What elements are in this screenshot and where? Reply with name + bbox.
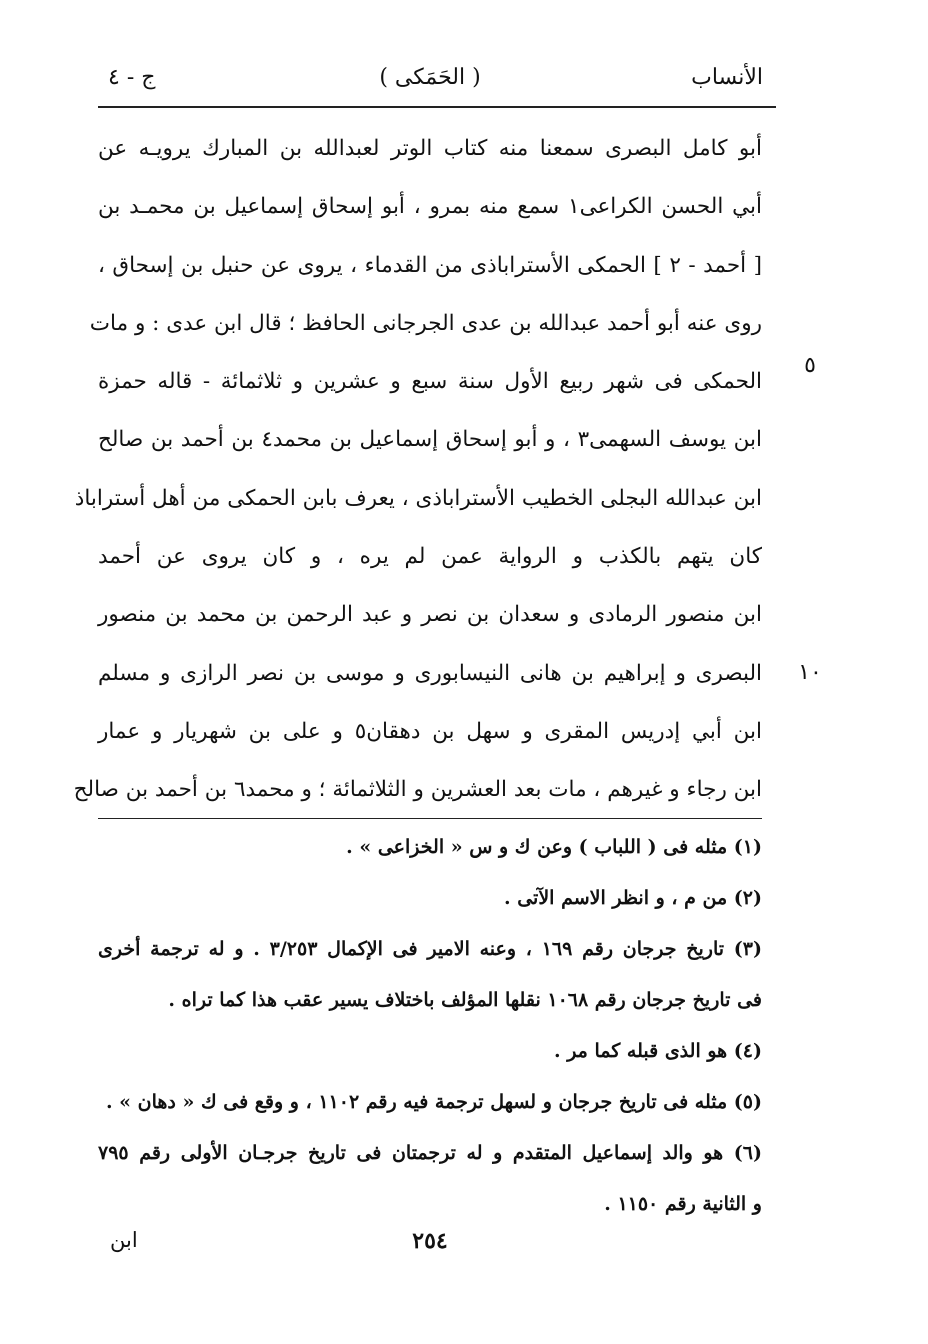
running-head-entry: ( الحَمَكى ) (379, 65, 481, 90)
text-line: أبي الحسن الكراعى١ سمع منه بمرو ، أبو إسحاق إسماعيل بن محمـد بن (98, 194, 762, 220)
text-line: البصرى و إبراهيم بن هانى النيسابورى و موسى بن نصر الرازى و مسلم (98, 660, 762, 686)
text-line: ابن أبي إدريس المقرى و سهل بن دهقان٥ و على بن شهريار و عمار (98, 718, 762, 744)
text-line: ابن عبدالله البجلى الخطيب الأستراباذى ، يعرف بابن الحمكى من أهل أستراباذ (74, 485, 762, 511)
text-line: [ أحمد - ٢ ] الحمكى الأستراباذى من القدماء ، يروى عن حنبل بن إسحاق ، (98, 252, 762, 278)
header-rule (98, 106, 776, 108)
footnotes (98, 822, 762, 1230)
footnote: (٦) هو والد إسماعيل المتقدم و له ترجمتان فى تاريخ جرجـان الأولى رقم ٧٩٥ (98, 1142, 762, 1164)
page-number: ٢٥٤ (412, 1228, 448, 1254)
footnote-rule (98, 818, 762, 819)
line-number-5: ٥ (804, 353, 816, 378)
text-line: ابن يوسف السهمى٣ ، و أبو إسحاق إسماعيل بن محمد٤ بن أحمد بن صالح (98, 427, 762, 453)
main-text (73, 120, 762, 820)
catchword: ابن (110, 1228, 138, 1252)
footnote: فى تاريخ جرجان رقم ١٠٦٨ نقلها المؤلف باختلاف يسير عقب هذا كما تراه . (168, 989, 762, 1011)
running-head-title: الأنساب (691, 65, 763, 90)
text-line: أبو كامل البصرى سمعنا منه كتاب الوتر لعبدالله بن المبارك يرويـه عن (98, 136, 762, 161)
running-head-volume: ج - ٤ (108, 65, 156, 90)
text-line: الحمكى فى شهر ربيع الأول سنة سبع و عشرين و ثلاثمائة - قاله حمزة (98, 369, 762, 395)
text-line: كان يتهم بالكذب و الرواية عمن لم يره ، و كان يروى عن أحمد (98, 544, 762, 570)
footnote: (٣) تاريخ جرجان رقم ١٦٩ ، وعنه الامير فى الإكمال ٣/٢٥٣ . و له ترجمة أخرى (98, 938, 763, 960)
footnote: و الثانية رقم ١١٥٠ . (604, 1193, 762, 1215)
text-line: ابن منصور الرمادى و سعدان بن نصر و عبد الرحمن بن محمد بن منصور (98, 602, 762, 628)
text-line: روى عنه أبو أحمد عبدالله بن عدى الجرجانى الحافظ ؛ قال ابن عدى : و مات (89, 310, 762, 336)
text-line: ابن رجاء و غيرهم ، مات بعد العشرين و الثلاثمائة ؛ و محمد٦ بن أحمد بن صالح (73, 777, 762, 803)
footnote: (٥) مثله فى تاريخ جرجان و لسهل ترجمة فيه رقم ١١٠٢ ، و وقع فى ك « دهان » . (105, 1091, 762, 1113)
footnote: (٢) من م ، و انظر الاسم الآتى . (503, 887, 762, 909)
footnote: (١) مثله فى ( اللباب ) وعن ك و س « الخزاعى » . (346, 836, 762, 858)
footnote: (٤) هو الذى قبله كما مر . (553, 1040, 762, 1062)
line-number-10: ١٠ (798, 660, 822, 685)
